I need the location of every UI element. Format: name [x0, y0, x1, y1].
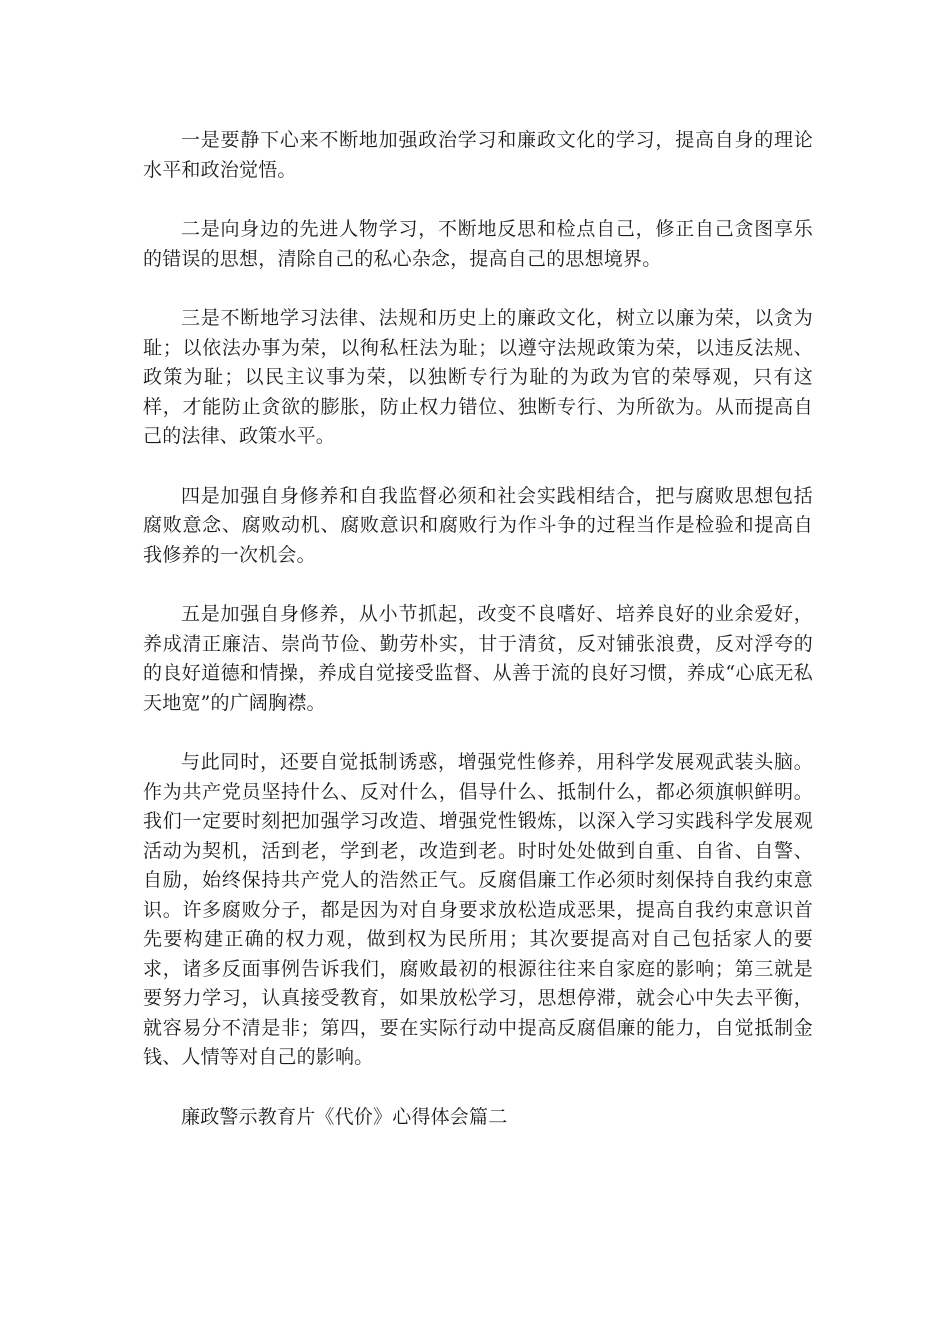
paragraph-5: 五是加强自身修养，从小节抓起，改变不良嗜好、培养良好的业余爱好，养成清正廉洁、崇尚节俭、勤劳朴实，甘于清贫，反对铺张浪费，反对浮夸的的良好道德和情操，养成自觉接受监督、从善于流的良好习惯，养成“心底无私天地宽”的广阔胸襟。 — [143, 603, 813, 714]
paragraph-4: 四是加强自身修养和自我监督必须和社会实践相结合，把与腐败思想包括腐败意念、腐败动机、腐败意识和腐败行为作斗争的过程当作是检验和提高自我修养的一次机会。 — [143, 484, 813, 566]
paragraph-1: 一是要静下心来不断地加强政治学习和廉政文化的学习，提高自身的理论水平和政治觉悟。 — [143, 129, 813, 181]
paragraph-2: 二是向身边的先进人物学习，不断地反思和检点自己，修正自己贪图享乐的错误的思想，清除自己的私心杂念，提高自己的思想境界。 — [143, 218, 813, 270]
paragraph-3: 三是不断地学习法律、法规和历史上的廉政文化，树立以廉为荣，以贪为耻；以依法办事为荣，以徇私枉法为耻；以遵守法规政策为荣，以违反法规、政策为耻；以民主议事为荣，以独断专行为耻的为政为官的荣辱观，只有这样，才能防止贪欲的膨胀，防止权力错位、独断专行、为所欲为。从而提高自己的法律、政策水平。 — [143, 307, 813, 447]
paragraph-6: 与此同时，还要自觉抵制诱惑，增强党性修养，用科学发展观武装头脑。作为共产党员坚持什么、反对什么，倡导什么、抵制什么，都必须旗帜鲜明。我们一定要时刻把加强学习改造、增强党性锻炼，以深入学习实践科学发展观活动为契机，活到老，学到老，改造到老。时时处处做到自重、自省、自警、自励，始终保持共产党人的浩然正气。反腐倡廉工作必须时刻保持自我约束意识。许多腐败分子，都是因为对自身要求放松造成恶果，提高自我约束意识首先要构建正确的权力观，做到权为民所用；其次要提高对自己包括家人的要求，诸多反面事例告诉我们，腐败最初的根源往往来自家庭的影响；第三就是要努力学习，认真接受教育，如果放松学习，思想停滞，就会心中失去平衡，就容易分不清是非；第四，要在实际行动中提高反腐倡廉的能力，自觉抵制金钱、人情等对自己的影响。 — [143, 751, 813, 1068]
document-body — [143, 126, 813, 1162]
section-heading: 廉政警示教育片《代价》心得体会篇二 — [181, 1105, 508, 1128]
